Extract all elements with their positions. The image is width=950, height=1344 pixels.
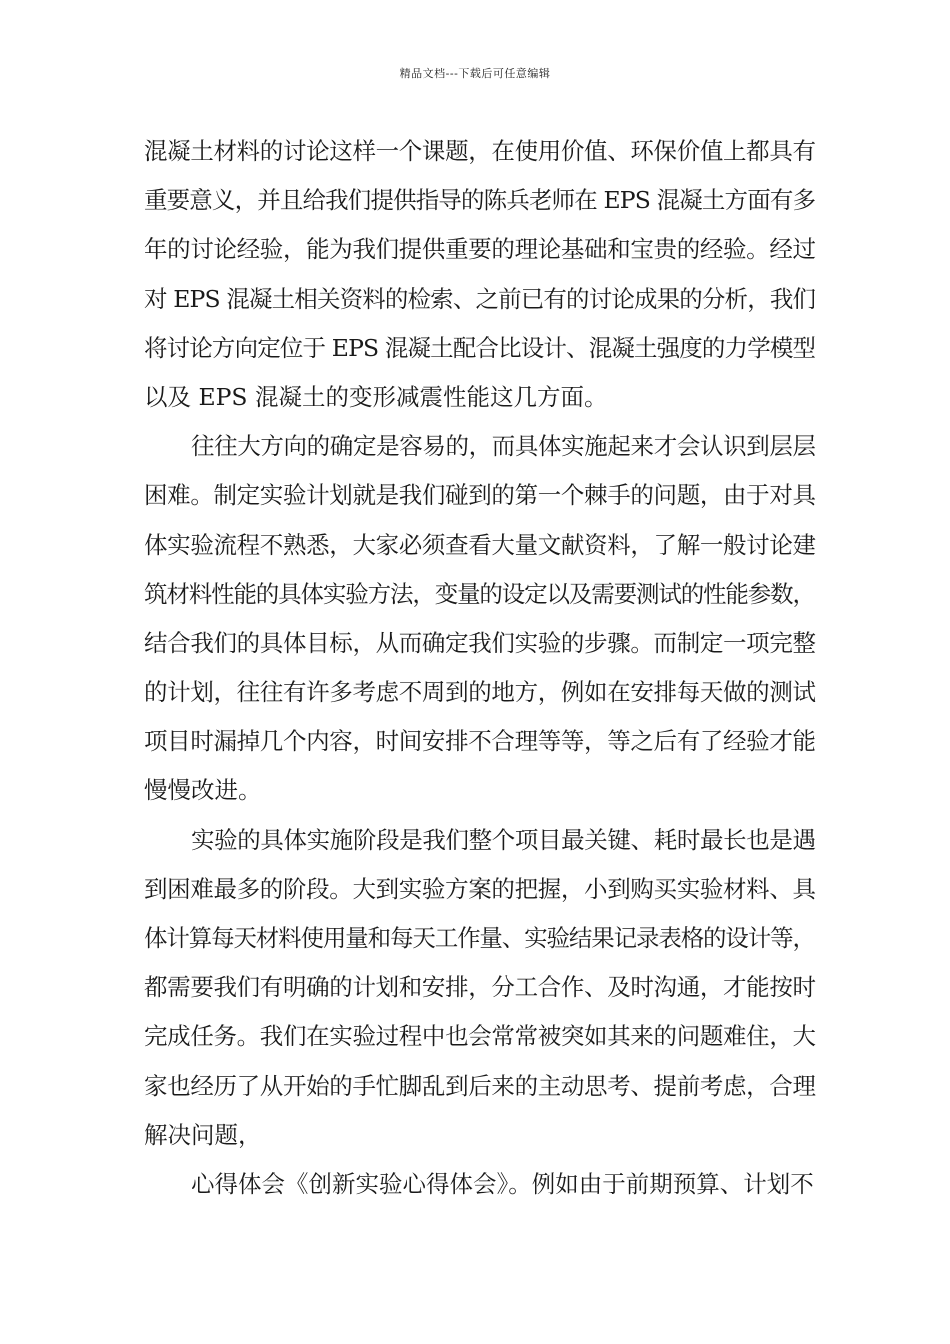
body-line: 完成任务。我们在实验过程中也会常常被突如其来的问题难住，大 (144, 1022, 816, 1051)
body-line: 的计划，往往有许多考虑不周到的地方，例如在安排每天做的测试 (144, 678, 816, 707)
body-line: 混凝土材料的讨论这样一个课题，在使用价值、环保价值上都具有 (144, 137, 816, 165)
body-line: 困难。制定实验计划就是我们碰到的第一个棘手的问题，由于对具 (144, 481, 816, 510)
body-line: 重要意义，并且给我们提供指导的陈兵老师在 EPS 混凝土方面有多 (144, 186, 816, 215)
body-line: 结合我们的具体目标，从而确定我们实验的步骤。而制定一项完整 (144, 628, 816, 657)
body-line: 体实验流程不熟悉，大家必须查看大量文献资料，了解一般讨论建 (144, 530, 816, 559)
page-header: 精品文档---下载后可任意编辑 (399, 67, 551, 80)
body-line: 往往大方向的确定是容易的，而具体实施起来才会认识到层层 (191, 432, 816, 461)
body-line: 家也经历了从开始的手忙脚乱到后来的主动思考、提前考虑，合理 (144, 1071, 816, 1100)
body-line: 将讨论方向定位于 EPS 混凝土配合比设计、混凝土强度的力学模型 (144, 333, 816, 362)
body-text (144, 131, 816, 1213)
body-line: 项目时漏掉几个内容，时间安排不合理等等，等之后有了经验才能 (144, 727, 816, 756)
body-line: 解决问题， (144, 1120, 262, 1149)
body-line: 都需要我们有明确的计划和安排，分工合作、及时沟通，才能按时 (144, 973, 816, 1002)
body-line: 心得体会《创新实验心得体会》。例如由于前期预算、计划不 (191, 1169, 814, 1198)
body-line: 实验的具体实施阶段是我们整个项目最关键、耗时最长也是遇 (191, 825, 816, 854)
body-line: 慢慢改进。 (144, 776, 262, 805)
body-line: 对 EPS 混凝土相关资料的检索、之前已有的讨论成果的分析，我们 (144, 284, 816, 313)
body-line: 筑材料性能的具体实验方法，变量的设定以及需要测试的性能参数， (144, 579, 815, 608)
body-line: 体计算每天材料使用量和每天工作量、实验结果记录表格的设计等， (144, 924, 815, 952)
body-line: 到困难最多的阶段。大到实验方案的把握，小到购买实验材料、具 (144, 874, 816, 903)
body-line: 以及 EPS 混凝土的变形减震性能这几方面。 (144, 382, 608, 411)
body-line: 年的讨论经验，能为我们提供重要的理论基础和宝贵的经验。经过 (144, 235, 816, 264)
